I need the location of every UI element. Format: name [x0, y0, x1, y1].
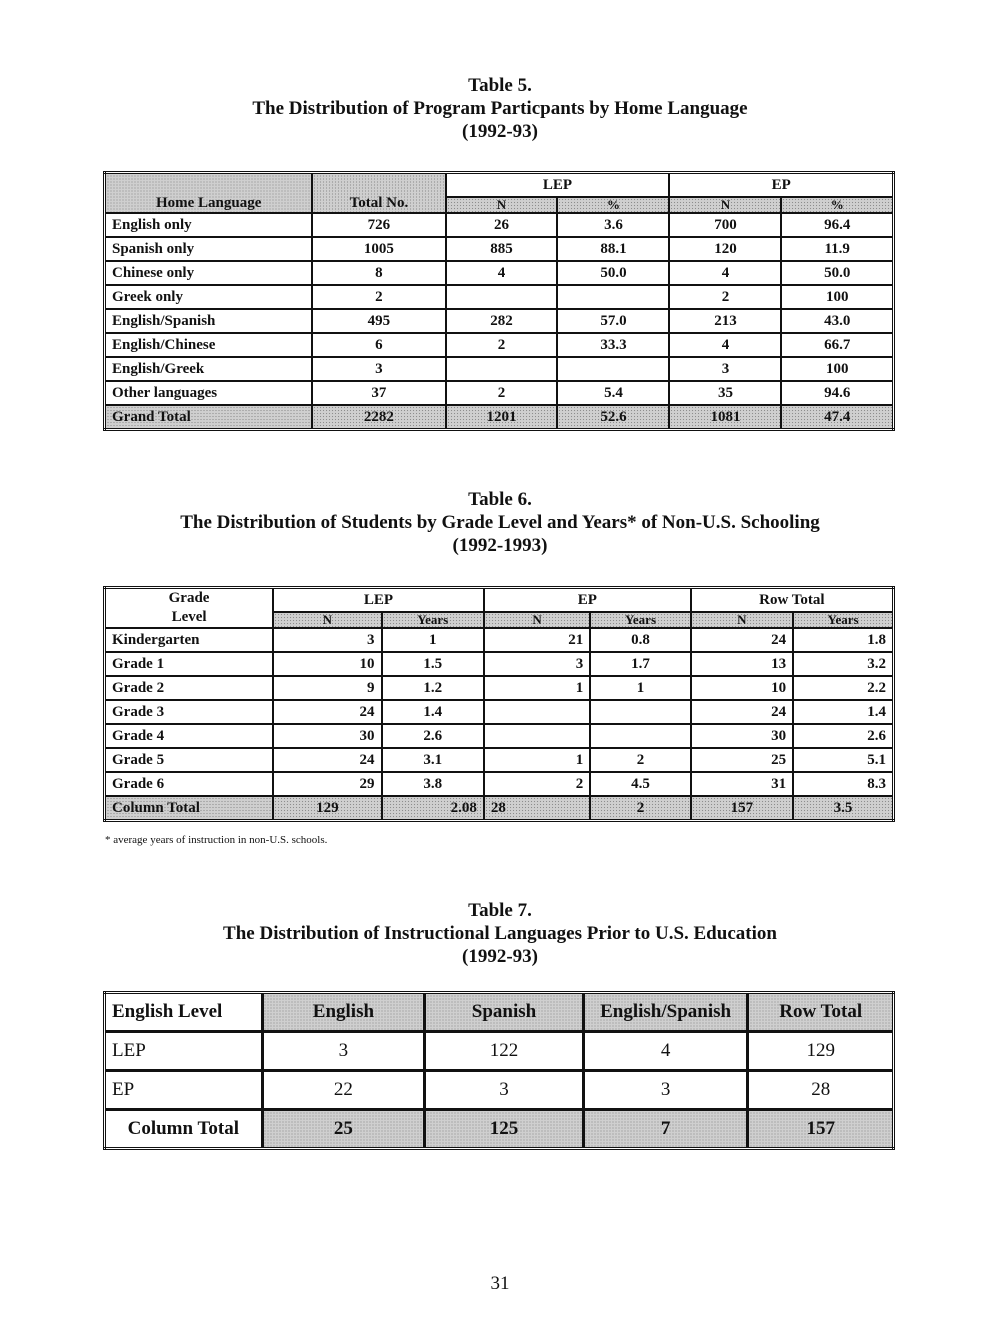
table-row: [105, 213, 894, 237]
header-ep: EP: [669, 173, 893, 198]
cell-lep-n: 2: [446, 333, 558, 357]
table-row: [105, 261, 894, 285]
table5-label: Table 5.: [468, 75, 532, 96]
header-row-total: Row Total: [748, 993, 894, 1032]
cell-ep-n: 213: [669, 309, 781, 333]
cell-total: 6: [312, 333, 445, 357]
column-total-row: [105, 796, 894, 821]
cell-language: English only: [105, 213, 313, 237]
table6-footnote: * average years of instruction in non-U.S. schools.: [105, 834, 328, 846]
cell-lep-n: [446, 357, 558, 381]
column-total-lep-years: 2.08: [382, 796, 484, 821]
cell-lep-n: 30: [273, 724, 381, 748]
header-grade: Grade: [168, 590, 210, 606]
header-rt-n: N: [691, 612, 793, 628]
cell-lep-years: 3.1: [382, 748, 484, 772]
cell-total: 1005: [312, 237, 445, 261]
cell-rt-years: 8.3: [793, 772, 893, 796]
grand-total-ep-n: 1081: [669, 405, 781, 430]
table-row: [105, 333, 894, 357]
table-row: [105, 357, 894, 381]
cell-lep-n: 24: [273, 748, 381, 772]
cell-lep-pct: [557, 357, 669, 381]
cell-ep-years: [590, 700, 690, 724]
cell-lep-n: 885: [446, 237, 558, 261]
cell-ep-pct: 50.0: [781, 261, 893, 285]
cell-lep-n: 26: [446, 213, 558, 237]
cell-ep-n: 35: [669, 381, 781, 405]
cell-lep-n: 9: [273, 676, 381, 700]
header-level: Level: [171, 609, 207, 625]
table-row: [105, 628, 894, 652]
cell-spanish: 122: [425, 1032, 584, 1071]
cell-language: Other languages: [105, 381, 313, 405]
table5-title: The Distribution of Program Particpants by Home Language: [252, 98, 748, 119]
table-row: [105, 1032, 894, 1071]
table7-label: Table 7.: [468, 900, 532, 921]
header-lep: LEP: [446, 173, 670, 198]
cell-lep-years: 1.5: [382, 652, 484, 676]
cell-ep-n: 2: [484, 772, 590, 796]
cell-rt-years: 2.2: [793, 676, 893, 700]
table7: [103, 991, 895, 1150]
cell-rt-n: 30: [691, 724, 793, 748]
table7-title: The Distribution of Instructional Languages Prior to U.S. Education: [223, 923, 777, 944]
cell-lep-n: [446, 285, 558, 309]
column-total-lep-n: 129: [273, 796, 381, 821]
table5: [103, 171, 895, 431]
cell-language: English/Spanish: [105, 309, 313, 333]
cell-ep-pct: 94.6: [781, 381, 893, 405]
cell-lep-n: 3: [273, 628, 381, 652]
header-grade-level: [105, 588, 274, 629]
cell-language: English/Chinese: [105, 333, 313, 357]
cell-english-spanish: 3: [583, 1071, 748, 1110]
table7-header-row: [105, 993, 894, 1032]
cell-ep-n: 700: [669, 213, 781, 237]
cell-ep-n: 21: [484, 628, 590, 652]
cell-ep-years: 1.7: [590, 652, 690, 676]
cell-lep-pct: 57.0: [557, 309, 669, 333]
table7-years: (1992-93): [462, 946, 538, 967]
cell-lep-n: 29: [273, 772, 381, 796]
cell-lep-years: 1.4: [382, 700, 484, 724]
table-row: [105, 237, 894, 261]
cell-rt-years: 2.6: [793, 724, 893, 748]
table5-title-block: [0, 74, 1000, 143]
grand-total-label: Grand Total: [105, 405, 313, 430]
cell-english: 22: [262, 1071, 425, 1110]
cell-lep-pct: 3.6: [557, 213, 669, 237]
grand-total-ep-pct: 47.4: [781, 405, 893, 430]
cell-language: Spanish only: [105, 237, 313, 261]
cell-ep-years: 0.8: [590, 628, 690, 652]
header-lep-n: N: [446, 197, 558, 213]
cell-lep-pct: 88.1: [557, 237, 669, 261]
grand-total-lep-n: 1201: [446, 405, 558, 430]
table-row: [105, 676, 894, 700]
header-english: English: [262, 993, 425, 1032]
header-ep-pct: %: [781, 197, 893, 213]
cell-grade: Grade 2: [105, 676, 274, 700]
table6-years: (1992-1993): [452, 535, 548, 556]
header-english-spanish: English/Spanish: [583, 993, 748, 1032]
cell-grade: Grade 5: [105, 748, 274, 772]
cell-rt-n: 13: [691, 652, 793, 676]
column-total-ep-years: 2: [590, 796, 690, 821]
cell-ep-n: 4: [669, 261, 781, 285]
column-total-rt-n: 157: [691, 796, 793, 821]
cell-language: Chinese only: [105, 261, 313, 285]
header-lep-n: N: [273, 612, 381, 628]
grand-total-lep-pct: 52.6: [557, 405, 669, 430]
cell-ep-years: 4.5: [590, 772, 690, 796]
header-lep: LEP: [273, 588, 484, 613]
grand-total-row: [105, 405, 894, 430]
table-row: [105, 1071, 894, 1110]
cell-lep-pct: [557, 285, 669, 309]
header-ep-n: N: [669, 197, 781, 213]
cell-ep-pct: 43.0: [781, 309, 893, 333]
cell-lep-n: 10: [273, 652, 381, 676]
cell-ep-n: 3: [669, 357, 781, 381]
cell-english: 3: [262, 1032, 425, 1071]
cell-lep-years: 2.6: [382, 724, 484, 748]
header-total-no: Total No.: [312, 173, 445, 214]
table-row: [105, 285, 894, 309]
cell-ep-n: 120: [669, 237, 781, 261]
table-row: [105, 772, 894, 796]
table6-label: Table 6.: [468, 489, 532, 510]
cell-ep-pct: 66.7: [781, 333, 893, 357]
table-row: [105, 309, 894, 333]
cell-total: 8: [312, 261, 445, 285]
cell-lep-n: 2: [446, 381, 558, 405]
table6-title-block: [0, 488, 1000, 557]
cell-lep-pct: 50.0: [557, 261, 669, 285]
page-number: 31: [490, 1273, 510, 1294]
cell-ep-pct: 100: [781, 285, 893, 309]
header-home-language: Home Language: [105, 173, 313, 214]
table-row: [105, 652, 894, 676]
cell-total: 2: [312, 285, 445, 309]
cell-ep-n: 2: [669, 285, 781, 309]
cell-ep-n: [484, 700, 590, 724]
cell-rt-n: 25: [691, 748, 793, 772]
table5-years: (1992-93): [462, 121, 538, 142]
header-ep-n: N: [484, 612, 590, 628]
column-total-english: 25: [262, 1110, 425, 1149]
column-total-ep-n: 28: [484, 796, 590, 821]
cell-lep-years: 1.2: [382, 676, 484, 700]
cell-ep-pct: 100: [781, 357, 893, 381]
column-total-row: [105, 1110, 894, 1149]
table-row: [105, 381, 894, 405]
column-total-rt-years: 3.5: [793, 796, 893, 821]
cell-ep-years: 1: [590, 676, 690, 700]
cell-grade: Grade 6: [105, 772, 274, 796]
cell-lep-years: 3.8: [382, 772, 484, 796]
cell-lep-n: 282: [446, 309, 558, 333]
table6-title: The Distribution of Students by Grade Level and Years* of Non-U.S. Schooling: [180, 512, 820, 533]
cell-ep-pct: 11.9: [781, 237, 893, 261]
cell-ep-n: [484, 724, 590, 748]
cell-lep-years: 1: [382, 628, 484, 652]
cell-grade: Grade 1: [105, 652, 274, 676]
cell-rt-n: 10: [691, 676, 793, 700]
cell-total: 726: [312, 213, 445, 237]
cell-total: 37: [312, 381, 445, 405]
table6: [103, 586, 895, 822]
column-total-row-total: 157: [748, 1110, 894, 1149]
cell-ep-years: 2: [590, 748, 690, 772]
header-row-total: Row Total: [691, 588, 894, 613]
column-total-spanish: 125: [425, 1110, 584, 1149]
cell-grade: Grade 3: [105, 700, 274, 724]
header-lep-years: Years: [382, 612, 484, 628]
cell-rt-years: 1.4: [793, 700, 893, 724]
cell-language: Greek only: [105, 285, 313, 309]
header-english-level: English Level: [105, 993, 263, 1032]
cell-ep-pct: 96.4: [781, 213, 893, 237]
cell-rt-years: 3.2: [793, 652, 893, 676]
cell-ep-n: 3: [484, 652, 590, 676]
cell-grade: Grade 4: [105, 724, 274, 748]
cell-rt-n: 24: [691, 628, 793, 652]
cell-lep-pct: 33.3: [557, 333, 669, 357]
cell-grade: Kindergarten: [105, 628, 274, 652]
cell-rt-years: 5.1: [793, 748, 893, 772]
cell-ep-n: 1: [484, 748, 590, 772]
cell-level: EP: [105, 1071, 263, 1110]
header-lep-pct: %: [557, 197, 669, 213]
table-row: [105, 748, 894, 772]
table7-title-block: [0, 899, 1000, 968]
cell-spanish: 3: [425, 1071, 584, 1110]
cell-english-spanish: 4: [583, 1032, 748, 1071]
table-row: [105, 700, 894, 724]
cell-lep-n: 4: [446, 261, 558, 285]
cell-total: 495: [312, 309, 445, 333]
cell-lep-n: 24: [273, 700, 381, 724]
table-row: [105, 724, 894, 748]
header-rt-years: Years: [793, 612, 893, 628]
grand-total-total: 2282: [312, 405, 445, 430]
column-total-label: Column Total: [105, 796, 274, 821]
cell-ep-n: 1: [484, 676, 590, 700]
column-total-label: Column Total: [105, 1110, 263, 1149]
cell-level: LEP: [105, 1032, 263, 1071]
cell-rt-years: 1.8: [793, 628, 893, 652]
cell-rt-n: 24: [691, 700, 793, 724]
cell-ep-n: 4: [669, 333, 781, 357]
cell-total: 3: [312, 357, 445, 381]
cell-row-total: 129: [748, 1032, 894, 1071]
column-total-english-spanish: 7: [583, 1110, 748, 1149]
cell-row-total: 28: [748, 1071, 894, 1110]
cell-lep-pct: 5.4: [557, 381, 669, 405]
cell-language: English/Greek: [105, 357, 313, 381]
header-ep: EP: [484, 588, 691, 613]
cell-ep-years: [590, 724, 690, 748]
header-ep-years: Years: [590, 612, 690, 628]
header-spanish: Spanish: [425, 993, 584, 1032]
cell-rt-n: 31: [691, 772, 793, 796]
